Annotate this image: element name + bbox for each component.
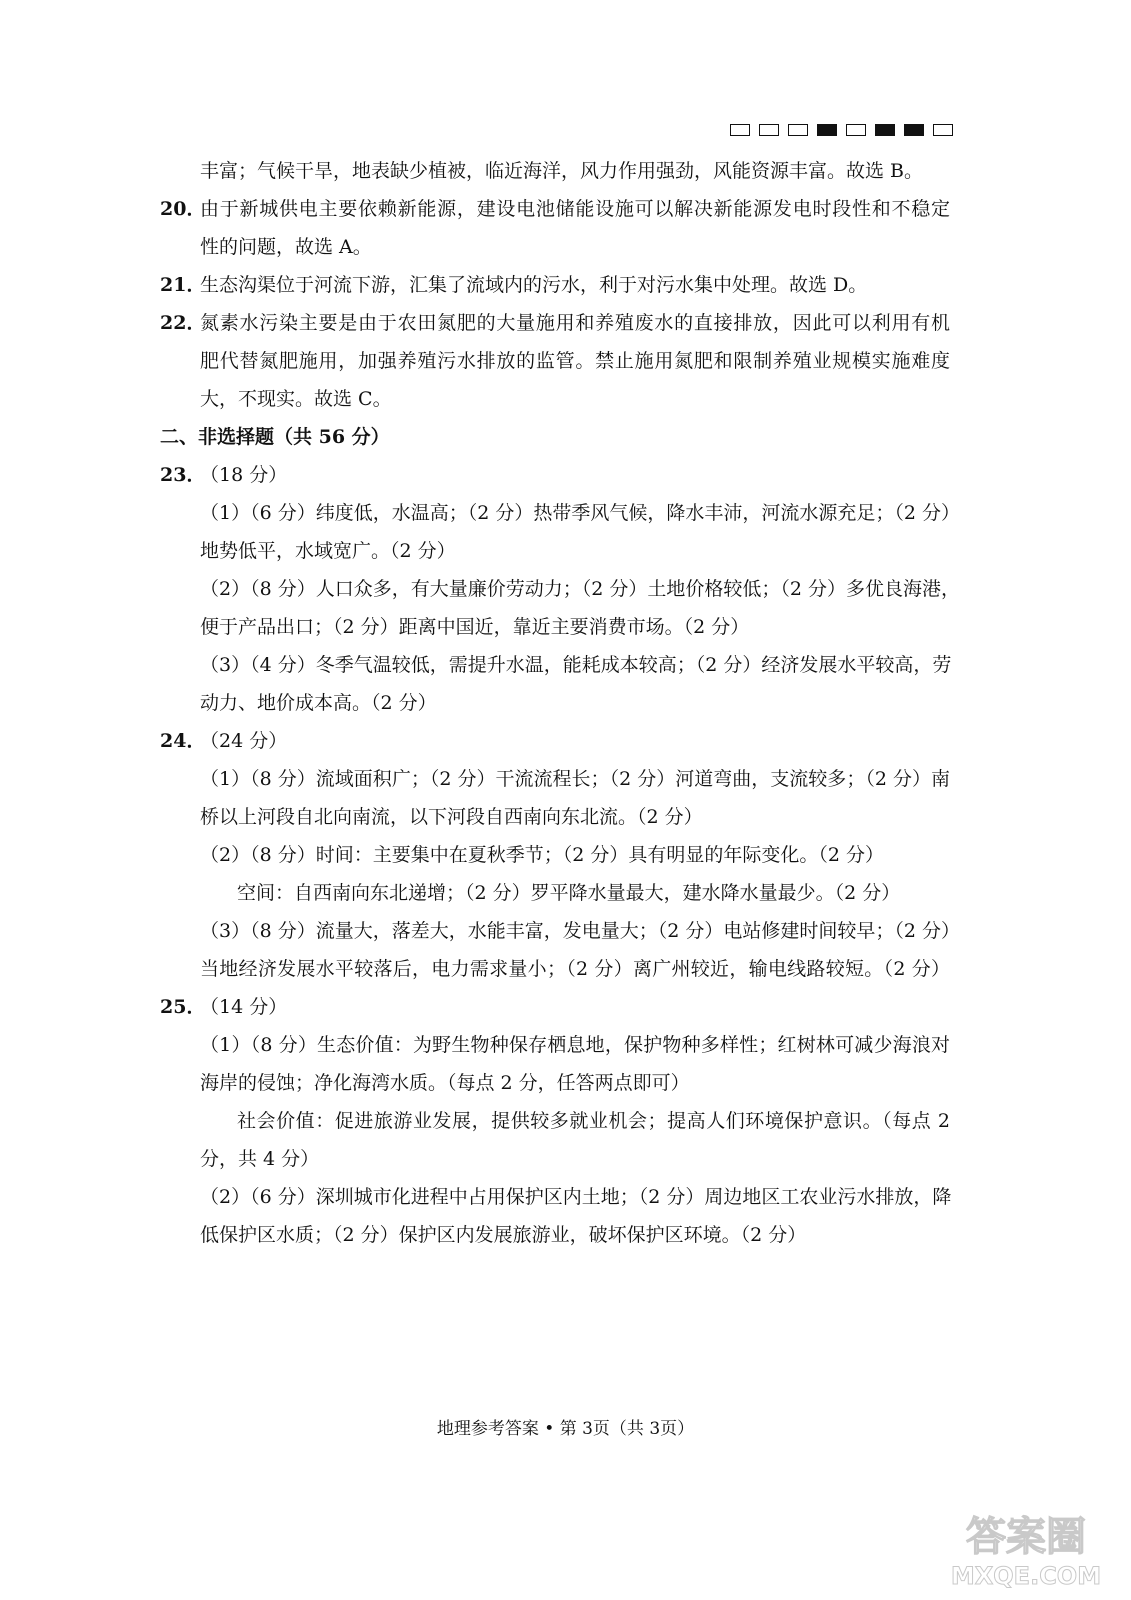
text-line: 丰富；气候干旱，地表缺少植被，临近海洋，风力作用强劲，风能资源丰富。故选 B。 — [200, 160, 924, 182]
question-number: 20． — [160, 198, 206, 220]
text-line: 海岸的侵蚀；净化海湾水质。（每点 2 分，任答两点即可） — [200, 1072, 690, 1094]
text-line: 社会价值：促进旅游业发展，提供较多就业机会；提高人们环境保护意识。（每点 2 — [237, 1110, 950, 1132]
question-score: （14 分） — [200, 996, 288, 1018]
mark-filled — [904, 124, 924, 136]
text-line: 当地经济发展水平较落后，电力需求量小；（2 分）离广州较近，输电线路较短。（2 分） — [200, 958, 950, 980]
text-line: 氮素水污染主要是由于农田氮肥的大量施用和养殖废水的直接排放，因此可以利用有机 — [200, 312, 950, 334]
text-line: 便于产品出口；（2 分）距离中国近，靠近主要消费市场。（2 分） — [200, 616, 750, 638]
text-line: （2）（6 分）深圳城市化进程中占用保护区内土地；（2 分）周边地区工农业污水排放，降 — [200, 1186, 952, 1208]
text-line: （2）（8 分）人口众多，有大量廉价劳动力；（2 分）土地价格较低；（2 分）多优良海港， — [200, 578, 960, 600]
text-line: 桥以上河段自北向南流，以下河段自西南向东北流。（2 分） — [200, 806, 703, 828]
text-line: （1）（6 分）纬度低，水温高；（2 分）热带季风气候，降水丰沛，河流水源充足；（2 分） — [200, 502, 960, 524]
text-line: （3）（4 分）冬季气温较低，需提升水温，能耗成本较高；（2 分）经济发展水平较高，劳 — [200, 654, 952, 676]
text-line: 空间：自西南向东北递增；（2 分）罗平降水量最大，建水降水量最少。（2 分） — [237, 882, 901, 904]
text-line: 性的问题，故选 A。 — [200, 236, 372, 258]
text-line: 大，不现实。故选 C。 — [200, 388, 392, 410]
text-line: 动力、地价成本高。（2 分） — [200, 692, 437, 714]
corner-marks — [730, 124, 953, 136]
question-score: （18 分） — [200, 464, 288, 486]
page-footer: 地理参考答案 • 第 3页（共 3页） — [436, 1419, 695, 1439]
text-line: 生态沟渠位于河流下游，汇集了流域内的污水，利于对污水集中处理。故选 D。 — [200, 274, 868, 296]
question-number: 24． — [160, 730, 206, 752]
mark-empty — [846, 124, 866, 136]
question-number: 23． — [160, 464, 206, 486]
text-line: 地势低平，水域宽广。（2 分） — [200, 540, 456, 562]
text-line: （1）（8 分）流域面积广；（2 分）干流流程长；（2 分）河道弯曲，支流较多；（2 分）南 — [200, 768, 950, 790]
section-heading: 二、非选择题（共 56 分） — [160, 426, 390, 448]
question-number: 22． — [160, 312, 206, 334]
mark-empty — [730, 124, 750, 136]
question-number: 25． — [160, 996, 206, 1018]
watermark-logo — [941, 1502, 1111, 1592]
text-line: 由于新城供电主要依赖新能源，建设电池储能设施可以解决新能源发电时段性和不稳定 — [200, 198, 950, 220]
text-line: 分，共 4 分） — [200, 1148, 320, 1170]
mark-filled — [817, 124, 837, 136]
svg-text:答案圈: 答案圈 — [966, 1514, 1086, 1560]
text-line: （3）（8 分）流量大，落差大，水能丰富，发电量大；（2 分）电站修建时间较早；（2 分） — [200, 920, 960, 942]
mark-filled — [875, 124, 895, 136]
text-line: 低保护区水质；（2 分）保护区内发展旅游业，破坏保护区环境。（2 分） — [200, 1224, 807, 1246]
question-number: 21． — [160, 274, 206, 296]
mark-empty — [933, 124, 953, 136]
text-line: （2）（8 分）时间：主要集中在夏秋季节；（2 分）具有明显的年际变化。（2 分） — [200, 844, 884, 866]
question-score: （24 分） — [200, 730, 288, 752]
text-line: 肥代替氮肥施用，加强养殖污水排放的监管。禁止施用氮肥和限制养殖业规模实施难度 — [200, 350, 950, 372]
svg-text:MXQE.COM: MXQE.COM — [950, 1562, 1102, 1590]
mark-empty — [759, 124, 779, 136]
text-line: （1）（8 分）生态价值：为野生物种保存栖息地，保护物种多样性；红树林可减少海浪对 — [200, 1034, 950, 1056]
mark-empty — [788, 124, 808, 136]
